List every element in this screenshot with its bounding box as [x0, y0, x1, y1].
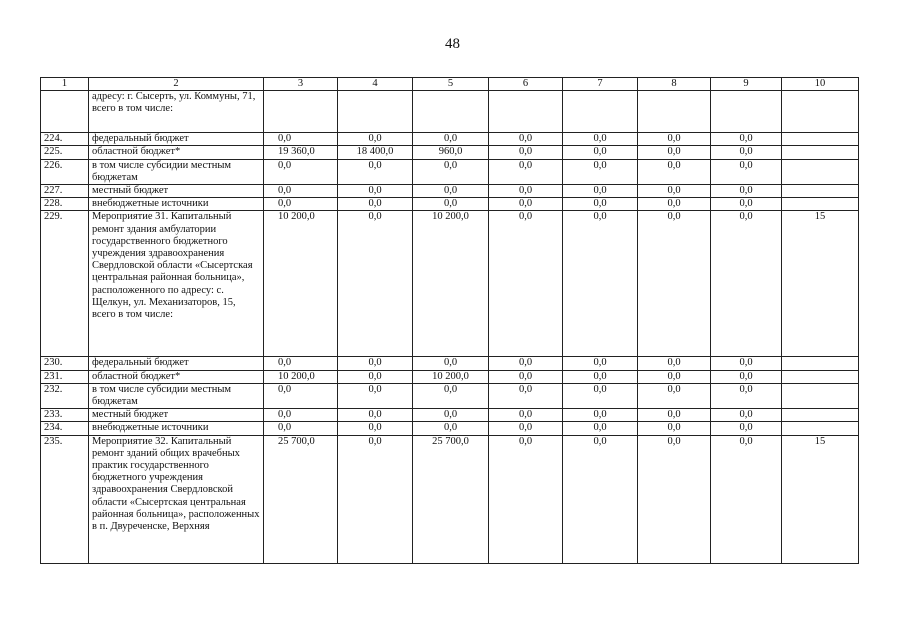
- value-cell: 0,0: [711, 211, 782, 357]
- value-cell: 0,0: [338, 409, 413, 422]
- value-cell: 0,0: [563, 146, 638, 159]
- value-cell: 0,0: [489, 409, 563, 422]
- row-number: 224.: [41, 133, 89, 146]
- value-cell: 0,0: [413, 422, 489, 435]
- row-number: 225.: [41, 146, 89, 159]
- value-cell: 0,0: [338, 211, 413, 357]
- value-cell: 0,0: [711, 383, 782, 408]
- value-cell: 0,0: [413, 133, 489, 146]
- row-name: внебюджетные источники: [89, 422, 264, 435]
- value-cell: 0,0: [638, 198, 711, 211]
- value-cell: 0,0: [563, 198, 638, 211]
- value-cell: 0,0: [489, 133, 563, 146]
- column-header: 2: [89, 78, 264, 91]
- row-number: 233.: [41, 409, 89, 422]
- value-cell: 0,0: [489, 435, 563, 563]
- row-name: адресу: г. Сысерть, ул. Коммуны, 71, всего в том числе:: [89, 91, 264, 133]
- value-cell: 10 200,0: [264, 211, 338, 357]
- value-cell: 0,0: [563, 435, 638, 563]
- table-row: [41, 185, 859, 198]
- row-name: Мероприятие 31. Капитальный ремонт здания амбулатории государственного бюджетного учреждения здравоохранения Свердловской области «Сысертская центральная районная больница», расположенного по адресу: с. Щелкун, ул. Механизаторов, 15, всего в том числе:: [89, 211, 264, 357]
- value-cell: 0,0: [638, 370, 711, 383]
- value-cell: 0,0: [264, 159, 338, 184]
- value-cell: [711, 91, 782, 133]
- value-cell: 0,0: [338, 159, 413, 184]
- value-cell: 0,0: [489, 185, 563, 198]
- value-cell: 10 200,0: [413, 211, 489, 357]
- value-cell: 0,0: [413, 159, 489, 184]
- table-row: [41, 146, 859, 159]
- value-cell: [338, 91, 413, 133]
- value-cell: 0,0: [563, 211, 638, 357]
- value-cell-col10: [782, 422, 859, 435]
- value-cell: 0,0: [711, 133, 782, 146]
- value-cell-col10: [782, 383, 859, 408]
- value-cell: 0,0: [489, 198, 563, 211]
- table-row: [41, 159, 859, 184]
- value-cell: 0,0: [638, 133, 711, 146]
- value-cell: 25 700,0: [264, 435, 338, 563]
- row-number: 231.: [41, 370, 89, 383]
- row-name: федеральный бюджет: [89, 357, 264, 370]
- value-cell: 0,0: [489, 146, 563, 159]
- value-cell: 0,0: [413, 198, 489, 211]
- value-cell: [264, 91, 338, 133]
- column-header: 10: [782, 78, 859, 91]
- value-cell-col10: [782, 133, 859, 146]
- column-header: 3: [264, 78, 338, 91]
- row-name: местный бюджет: [89, 409, 264, 422]
- table-row: [41, 133, 859, 146]
- value-cell: [563, 91, 638, 133]
- row-name: в том числе субсидии местным бюджетам: [89, 383, 264, 408]
- value-cell: 0,0: [638, 409, 711, 422]
- value-cell-col10: [782, 409, 859, 422]
- value-cell: 0,0: [563, 383, 638, 408]
- table-row: [41, 357, 859, 370]
- value-cell: 0,0: [264, 422, 338, 435]
- value-cell: 0,0: [711, 357, 782, 370]
- value-cell: 0,0: [711, 370, 782, 383]
- value-cell: 0,0: [638, 383, 711, 408]
- value-cell: [638, 91, 711, 133]
- value-cell: 0,0: [711, 422, 782, 435]
- page-number: 48: [445, 36, 460, 52]
- value-cell: 0,0: [489, 383, 563, 408]
- value-cell: 0,0: [264, 409, 338, 422]
- row-number: 228.: [41, 198, 89, 211]
- row-number: 229.: [41, 211, 89, 357]
- value-cell: 0,0: [638, 146, 711, 159]
- value-cell: 0,0: [338, 383, 413, 408]
- column-header: 5: [413, 78, 489, 91]
- value-cell: 0,0: [638, 211, 711, 357]
- value-cell: 0,0: [563, 133, 638, 146]
- table-row: [41, 91, 859, 133]
- value-cell: 0,0: [413, 185, 489, 198]
- value-cell-col10: [782, 198, 859, 211]
- row-number: 226.: [41, 159, 89, 184]
- column-header: 6: [489, 78, 563, 91]
- value-cell: 0,0: [563, 159, 638, 184]
- table-row: [41, 422, 859, 435]
- value-cell: 0,0: [338, 133, 413, 146]
- value-cell: 0,0: [638, 357, 711, 370]
- value-cell: 0,0: [264, 198, 338, 211]
- value-cell: [489, 91, 563, 133]
- row-name: федеральный бюджет: [89, 133, 264, 146]
- value-cell: 10 200,0: [264, 370, 338, 383]
- value-cell-col10: [782, 185, 859, 198]
- row-number: 234.: [41, 422, 89, 435]
- value-cell-col10: [782, 370, 859, 383]
- table-row: [41, 409, 859, 422]
- value-cell: 0,0: [489, 357, 563, 370]
- value-cell: 0,0: [338, 435, 413, 563]
- row-name: областной бюджет*: [89, 370, 264, 383]
- value-cell: 0,0: [264, 357, 338, 370]
- value-cell-col10: 15: [782, 211, 859, 357]
- value-cell: 0,0: [489, 211, 563, 357]
- value-cell: 18 400,0: [338, 146, 413, 159]
- value-cell: 0,0: [563, 422, 638, 435]
- value-cell-col10: [782, 91, 859, 133]
- value-cell: 10 200,0: [413, 370, 489, 383]
- value-cell: 0,0: [489, 370, 563, 383]
- value-cell-col10: [782, 357, 859, 370]
- row-name: местный бюджет: [89, 185, 264, 198]
- row-number: 232.: [41, 383, 89, 408]
- value-cell: 0,0: [338, 198, 413, 211]
- value-cell: 0,0: [563, 357, 638, 370]
- row-name: в том числе субсидии местным бюджетам: [89, 159, 264, 184]
- column-header: 7: [563, 78, 638, 91]
- row-name: внебюджетные источники: [89, 198, 264, 211]
- row-number: [41, 91, 89, 133]
- value-cell-col10: [782, 159, 859, 184]
- value-cell: 0,0: [711, 185, 782, 198]
- value-cell: 0,0: [264, 383, 338, 408]
- value-cell: 0,0: [338, 357, 413, 370]
- value-cell: 0,0: [638, 435, 711, 563]
- value-cell: 0,0: [563, 185, 638, 198]
- value-cell: 0,0: [338, 185, 413, 198]
- row-number: 235.: [41, 435, 89, 563]
- column-header: 1: [41, 78, 89, 91]
- table-row: [41, 370, 859, 383]
- value-cell: 19 360,0: [264, 146, 338, 159]
- value-cell: 0,0: [563, 409, 638, 422]
- value-cell: 0,0: [338, 370, 413, 383]
- value-cell: 25 700,0: [413, 435, 489, 563]
- value-cell-col10: 15: [782, 435, 859, 563]
- value-cell: 0,0: [338, 422, 413, 435]
- value-cell: 0,0: [638, 159, 711, 184]
- value-cell: [413, 91, 489, 133]
- row-number: 227.: [41, 185, 89, 198]
- value-cell: 0,0: [264, 133, 338, 146]
- value-cell: 0,0: [638, 185, 711, 198]
- table-row: [41, 383, 859, 408]
- value-cell-col10: [782, 146, 859, 159]
- row-number: 230.: [41, 357, 89, 370]
- value-cell: 0,0: [711, 159, 782, 184]
- value-cell: 0,0: [711, 146, 782, 159]
- value-cell: 0,0: [489, 422, 563, 435]
- value-cell: 0,0: [489, 159, 563, 184]
- row-name: Мероприятие 32. Капитальный ремонт зданий общих врачебных практик государственного бюджетного учреждения здравоохранения Свердловской области «Сысертская центральная районная больница», расположенных в п. Двуреченске, Верхняя: [89, 435, 264, 563]
- value-cell: 0,0: [711, 198, 782, 211]
- column-header-row: [41, 78, 859, 91]
- table-row: [41, 198, 859, 211]
- value-cell: 0,0: [264, 185, 338, 198]
- budget-table: [40, 77, 859, 564]
- value-cell: 0,0: [413, 409, 489, 422]
- column-header: 9: [711, 78, 782, 91]
- value-cell: 0,0: [413, 357, 489, 370]
- table-row: [41, 211, 859, 357]
- value-cell: 0,0: [711, 435, 782, 563]
- value-cell: 0,0: [413, 383, 489, 408]
- column-header: 4: [338, 78, 413, 91]
- value-cell: 0,0: [563, 370, 638, 383]
- table-row: [41, 435, 859, 563]
- row-name: областной бюджет*: [89, 146, 264, 159]
- value-cell: 960,0: [413, 146, 489, 159]
- value-cell: 0,0: [711, 409, 782, 422]
- value-cell: 0,0: [638, 422, 711, 435]
- column-header: 8: [638, 78, 711, 91]
